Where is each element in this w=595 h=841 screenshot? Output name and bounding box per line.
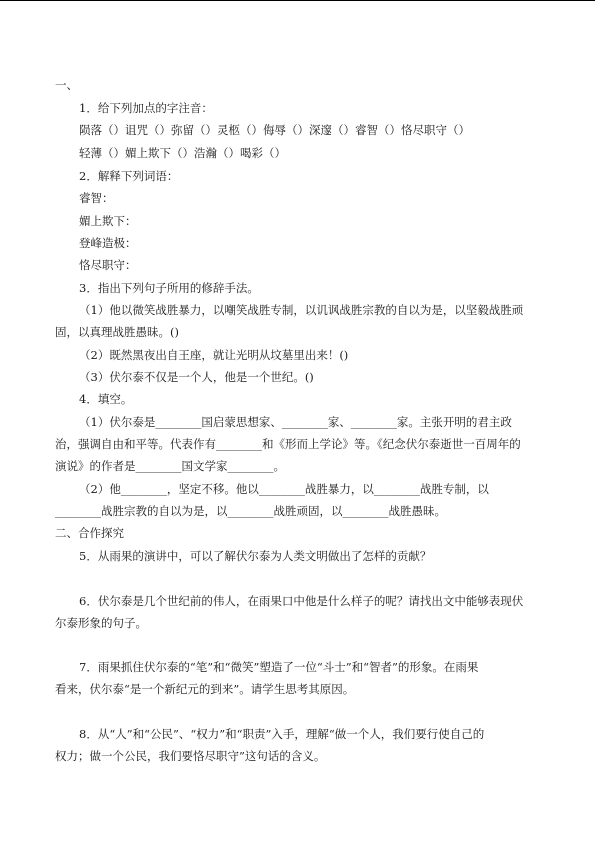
question-2-item: 登峰造极：	[79, 236, 137, 250]
question-3-sentence-1-continued: 固，以真理战胜愚昧。()	[55, 325, 179, 339]
question-2-item: 睿智：	[79, 191, 114, 205]
question-3-sentence-3: （3）伏尔泰不仅是一个人，他是一个世纪。()	[79, 370, 314, 384]
question-5: 5．从雨果的演讲中，可以了解伏尔泰为人类文明做出了怎样的贡献？	[79, 549, 432, 563]
question-3-sentence-2: （2）既然黑夜出自王座，就让光明从坟墓里出来！()	[79, 348, 349, 362]
question-8: 8．从“人”和“公民”、“权力”和“职责”入手，理解“做一个人，我们要行使自己的	[79, 727, 485, 741]
question-2-item: 恪尽职守：	[79, 258, 137, 272]
question-4-part-2: （2）他________，坚定不移。他以________战胜暴力，以________战胜专制，以	[79, 482, 489, 496]
question-4-part-1-continued: 治，强调自由和平等。代表作有________和《形而上学论》等。《纪念伏尔泰逝世一百周年的	[55, 437, 521, 451]
question-3-title: 3．指出下列句子所用的修辞手法。	[79, 281, 259, 295]
question-3-sentence-1: （1）他以微笑战胜暴力，以嘲笑战胜专制，以讥讽战胜宗教的自以为是，以坚毅战胜顽	[79, 303, 524, 317]
question-7: 7．雨果抓住伏尔泰的“笔”和“微笑”塑造了一位“斗士”和“智者”的形象。在雨果	[79, 660, 479, 674]
question-1-words-row-1: 陨落（）诅咒（）弥留（）灵柩（）侮辱（）深邃（）睿智（）恪尽职守（）	[79, 123, 470, 137]
question-6: 6．伏尔泰是几个世纪前的伟人，在雨果口中他是什么样子的呢？请找出文中能够表现伏	[79, 594, 524, 608]
section-two-heading: 二、合作探究	[55, 526, 124, 540]
question-8-continued: 权力；做一个公民，我们要恪尽职守”这句话的含义。	[55, 749, 326, 763]
question-2-item: 媚上欺下：	[79, 214, 137, 228]
question-4-part-2-continued: ________战胜宗教的自以为是，以________战胜顽固，以________战胜愚昧。	[55, 504, 446, 518]
question-4-part-1: （1）伏尔泰是________国启蒙思想家、________家、________家。主张开明的君主政	[79, 415, 512, 429]
section-one-heading: 一、	[55, 78, 78, 92]
question-6-continued: 尔泰形象的句子。	[55, 616, 147, 630]
question-1-title: 1．给下列加点的字注音：	[79, 101, 213, 115]
question-4-title: 4．填空。	[79, 392, 133, 406]
question-2-title: 2．解释下列词语：	[79, 169, 179, 183]
question-1-words-row-2: 轻薄（）媚上欺下（）浩瀚（）喝彩（）	[79, 146, 286, 160]
question-7-continued: 看来，伏尔泰“是一个新纪元的到来”。请学生思考其原因。	[55, 682, 355, 696]
question-4-part-1-continued: 演说》的作者是________国文学家________。	[55, 459, 285, 473]
top-border-line	[0, 0, 595, 1]
